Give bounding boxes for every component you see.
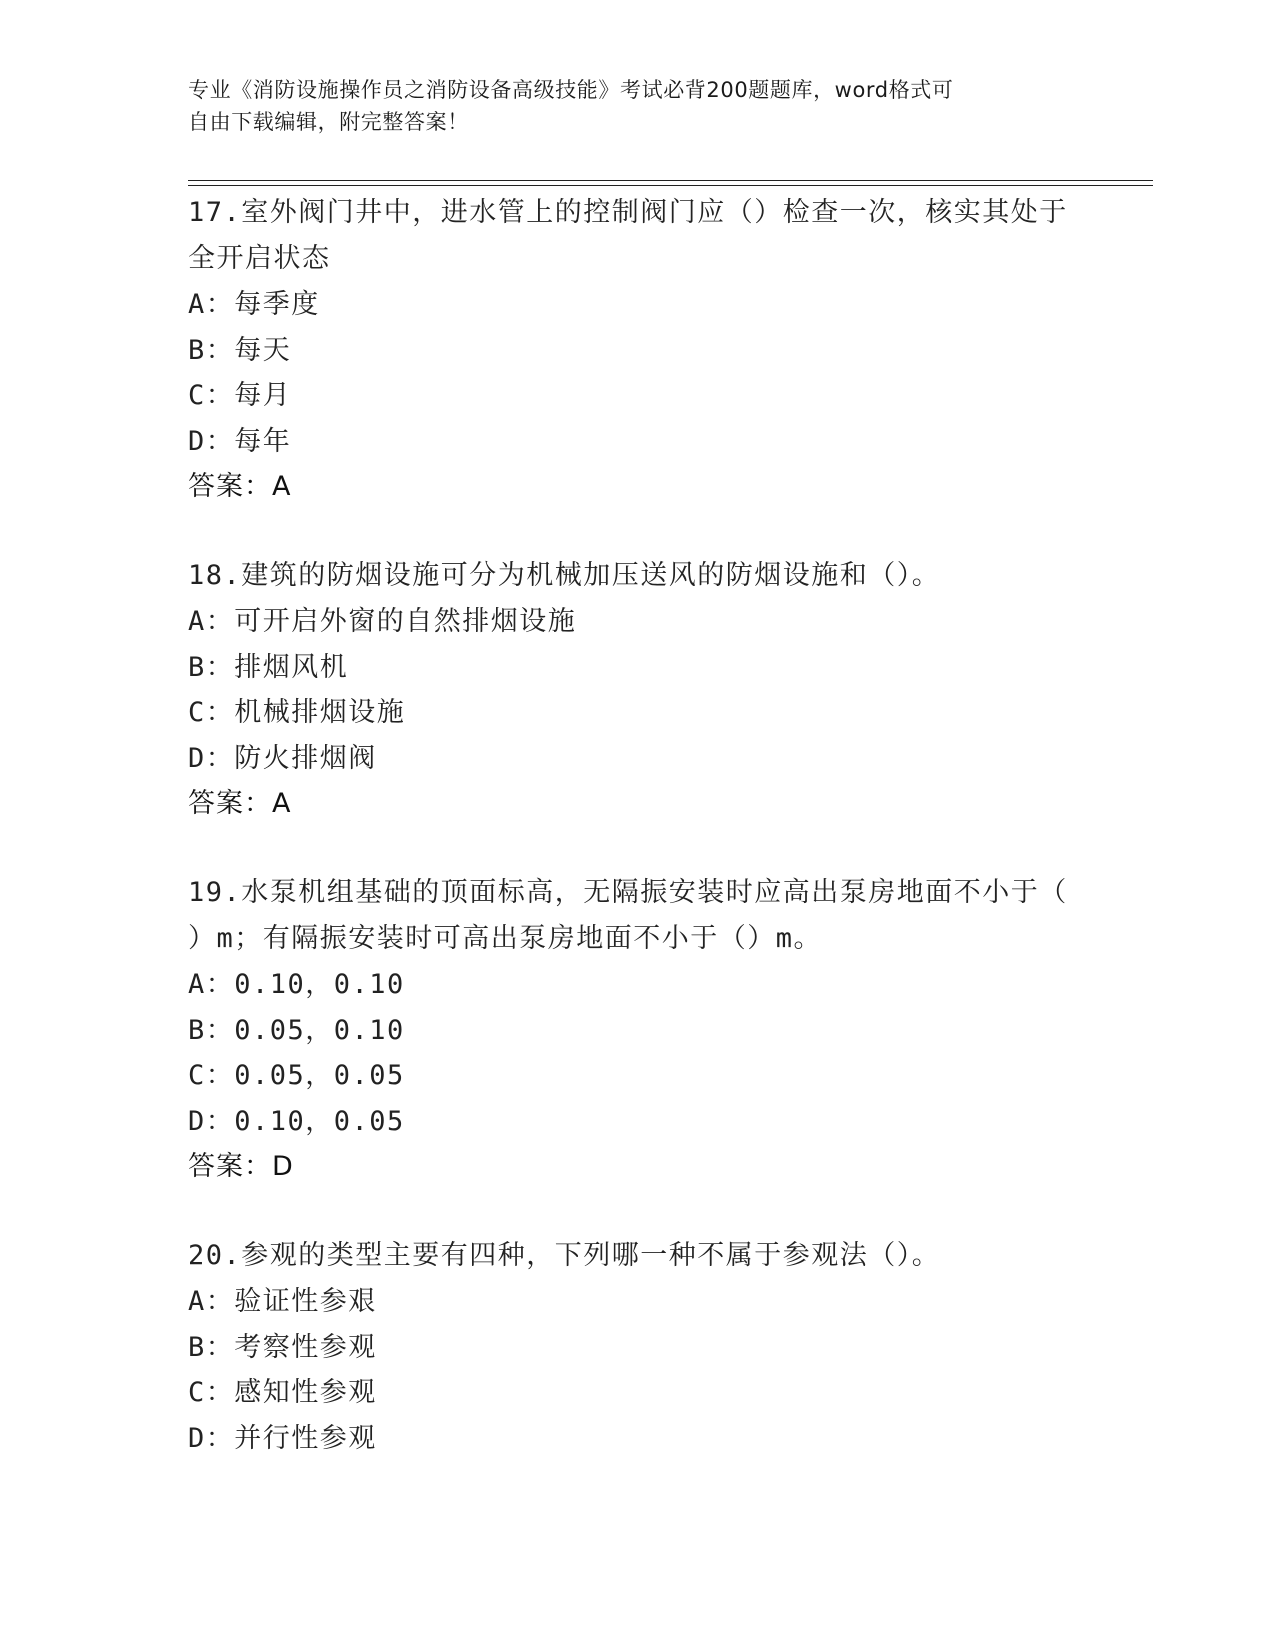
header-line-1: 专业《消防设施操作员之消防设备高级技能》考试必背200题题库，word格式可 [188, 78, 954, 102]
option-c: C：感知性参观 [188, 1377, 377, 1408]
option-c: C：每月 [188, 380, 292, 411]
option-a: A：0.10，0.10 [188, 969, 405, 1000]
answer-line: 答案：A [188, 788, 292, 819]
question-20 [188, 1233, 1088, 1461]
answer-line: 答案：D [188, 1151, 294, 1182]
option-b: B：每天 [188, 334, 292, 366]
option-d: D：每年 [188, 425, 292, 457]
question-text: 20.参观的类型主要有四种，下列哪一种不属于参观法（）。 [188, 1240, 941, 1271]
question-17 [188, 190, 1088, 509]
header-line-2: 自由下载编辑，附完整答案！ [188, 110, 469, 134]
question-18 [188, 553, 1088, 826]
option-c: C：机械排烟设施 [188, 697, 406, 728]
option-d: D：0.10，0.05 [188, 1105, 405, 1137]
option-c: C：0.05，0.05 [188, 1060, 405, 1091]
question-list [188, 190, 1088, 1505]
question-text: 19.水泵机组基础的顶面标高，无隔振安装时应高出泵房地面不小于（ [188, 877, 1068, 908]
option-d: D：并行性参观 [188, 1422, 377, 1454]
option-a: A：每季度 [188, 289, 320, 320]
option-b: B：0.05，0.10 [188, 1014, 405, 1046]
question-19 [188, 870, 1088, 1189]
question-text: 18.建筑的防烟设施可分为机械加压送风的防烟设施和（）。 [188, 560, 941, 591]
option-b: B：排烟风机 [188, 651, 349, 683]
option-a: A：验证性参艰 [188, 1286, 377, 1317]
option-b: B：考察性参观 [188, 1331, 377, 1363]
question-text: 全开启状态 [188, 243, 331, 274]
header-divider-bottom [188, 185, 1153, 186]
option-a: A：可开启外窗的自然排烟设施 [188, 606, 577, 637]
option-d: D：防火排烟阀 [188, 742, 377, 774]
header-divider-top [188, 180, 1153, 181]
question-text: 17.室外阀门井中，进水管上的控制阀门应（）检查一次，核实其处于 [188, 197, 1068, 228]
document-header [188, 74, 1088, 138]
answer-line: 答案：A [188, 471, 292, 502]
question-text: ）m；有隔振安装时可高出泵房地面不小于（）m。 [188, 923, 823, 954]
